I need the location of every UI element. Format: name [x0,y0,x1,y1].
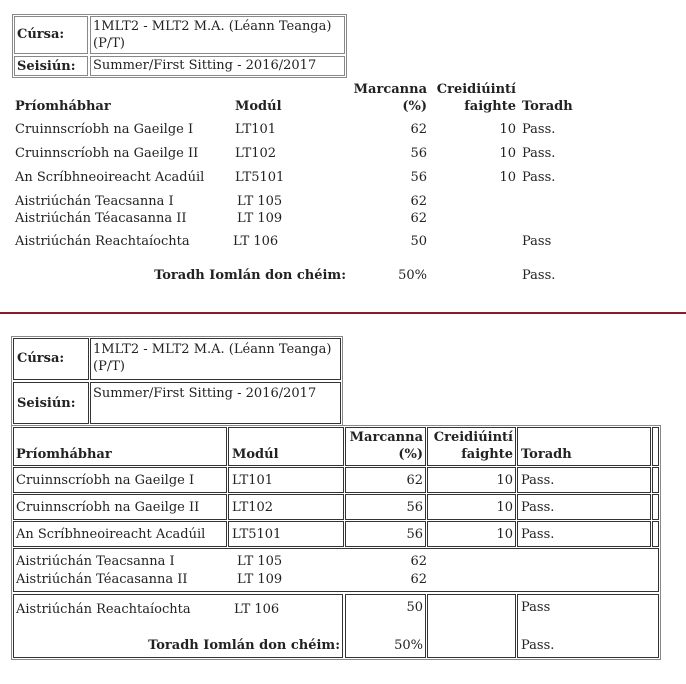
group-row-marks: 62 [410,194,427,209]
course-label: Cúrsa: [17,351,65,366]
row-credits: 10 [496,473,513,488]
row-marks: 62 [406,473,423,488]
header-subject: Príomhábhar [15,99,111,114]
row-credits: 10 [496,527,513,542]
row-subject: An Scríbhneoireacht Acadúil [16,527,206,542]
header-marks-line2: (%) [402,99,427,114]
course-value: 1MLT2 - MLT2 M.A. (Léann Teanga)(P/T) [93,19,332,51]
row-result: Pass. [521,500,555,515]
header-result: Toradh [522,99,573,114]
row-result: Pass. [521,527,555,542]
header-subject: Príomhábhar [16,447,112,462]
course-value: 1MLT2 - MLT2 M.A. (Léann Teanga)(P/T) [93,342,332,374]
group-summary-result: Pass [522,234,552,249]
header-credits-line1: Creidiúintí [436,82,516,97]
row-module: LT101 [232,473,274,488]
header-marks-line1: Marcanna [349,430,423,445]
total-label: Toradh Iomlán don chéim: [154,268,346,283]
total-marks: 50% [394,638,423,653]
section-divider [0,312,686,314]
header-marks-line2: (%) [398,447,423,462]
group-summary-result: Pass [521,600,551,615]
group-row-marks: 62 [410,554,427,569]
group-row-module: LT 109 [237,572,283,587]
row-credits: 10 [499,170,516,185]
row-credits: 10 [496,500,513,515]
row-credits: 10 [499,122,516,137]
header-module: Modúl [235,99,282,114]
row-result: Pass. [522,146,556,161]
header-module: Modúl [232,447,279,462]
session-label: Seisiún: [17,59,76,74]
row-marks: 56 [406,527,423,542]
group-summary-module: LT 106 [233,234,279,249]
total-label: Toradh Iomlán don chéim: [148,638,340,653]
header-cell [652,427,659,466]
summary-credits-cell [427,594,516,658]
table-cell [652,521,659,547]
group-row-subject: Aistriúchán Teacsanna I [15,194,174,209]
group-row-module: LT 105 [237,194,283,209]
row-result: Pass. [522,170,556,185]
header-credits-line2: faighte [464,99,516,114]
row-credits: 10 [499,146,516,161]
group-summary-marks: 50 [406,600,423,615]
session-label: Seisiún: [17,396,76,411]
row-marks: 56 [410,170,427,185]
row-module: LT5101 [235,170,285,185]
row-subject: Cruinnscríobh na Gaeilge II [15,146,199,161]
table-cell [652,467,659,493]
group-row-subject: Aistriúchán Teacsanna I [16,554,175,569]
row-result: Pass. [522,122,556,137]
row-marks: 62 [410,122,427,137]
row-module: LT102 [235,146,277,161]
header-credits-line2: faighte [461,447,513,462]
header-credits-line1: Creidiúintí [433,430,513,445]
table-cell [652,494,659,520]
group-row-marks: 62 [410,572,427,587]
total-result: Pass. [522,268,556,283]
row-subject: Cruinnscríobh na Gaeilge I [16,473,195,488]
row-result: Pass. [521,473,555,488]
session-value: Summer/First Sitting - 2016/2017 [93,386,317,401]
course-label: Cúrsa: [17,27,65,42]
group-summary-subject: Aistriúchán Reachtaíochta [15,234,190,249]
header-marks-line1: Marcanna [353,82,427,97]
header-result: Toradh [521,447,572,462]
group-row-subject: Aistriúchán Téacasanna II [16,572,188,587]
group-summary-subject: Aistriúchán Reachtaíochta [16,602,191,617]
group-row-marks: 62 [410,211,427,226]
row-subject: An Scríbhneoireacht Acadúil [15,170,205,185]
row-module: LT102 [232,500,274,515]
group-row-module: LT 105 [237,554,283,569]
total-marks: 50% [398,268,427,283]
group-summary-marks: 50 [410,234,427,249]
group-summary-module: LT 106 [234,602,280,617]
row-subject: Cruinnscríobh na Gaeilge II [16,500,200,515]
row-subject: Cruinnscríobh na Gaeilge I [15,122,194,137]
row-module: LT101 [235,122,277,137]
group-row-subject: Aistriúchán Téacasanna II [15,211,187,226]
row-marks: 56 [406,500,423,515]
group-row-module: LT 109 [237,211,283,226]
total-result: Pass. [521,638,555,653]
session-value: Summer/First Sitting - 2016/2017 [93,58,317,73]
row-marks: 56 [410,146,427,161]
row-module: LT5101 [232,527,282,542]
